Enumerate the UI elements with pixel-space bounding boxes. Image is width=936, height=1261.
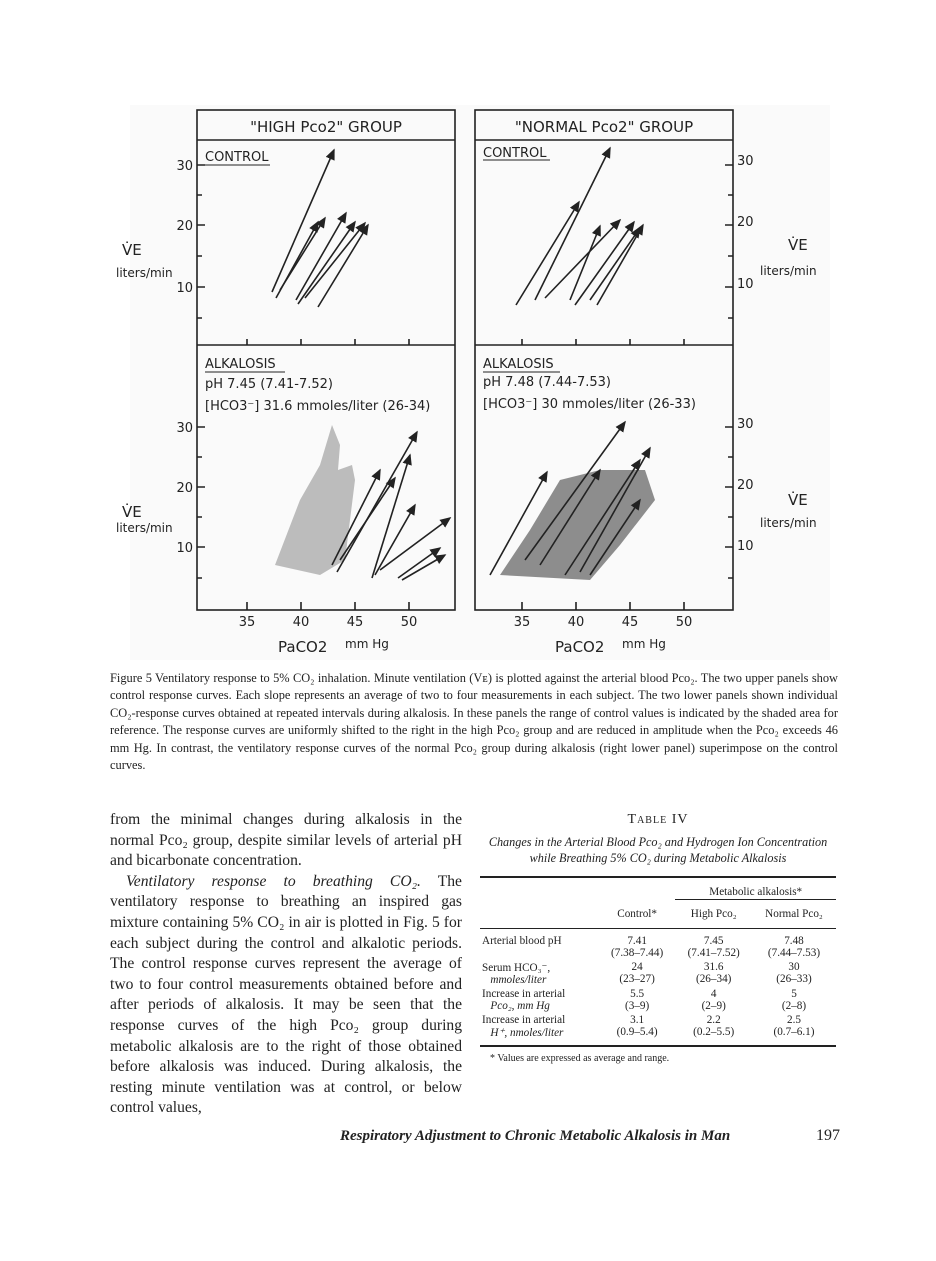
cell-value: 4 (710, 988, 717, 1000)
column-header: Control* (599, 900, 676, 929)
cell-range: (26–33) (776, 973, 812, 985)
left-panel-title: "HIGH Pco2" GROUP (250, 118, 402, 136)
paragraph: from the minimal changes during alkalosis in the normal Pco₂ group, despite similar levels of arterial pH and bicarbonate concentration. (110, 811, 462, 870)
y-axis-label: V̇E (122, 241, 142, 259)
column-header: High Pco₂ (675, 900, 752, 929)
page-number: 197 (816, 1127, 840, 1144)
x-axis-label: PaCO2 (278, 638, 328, 656)
row-label: Increase in arterial (482, 1014, 566, 1026)
data-table (480, 876, 836, 1047)
y-axis-label: V̇E (122, 503, 142, 521)
tick-label: 30 (176, 421, 193, 436)
tick-label: 40 (292, 615, 310, 630)
tick-label: 35 (238, 615, 256, 630)
right-panel-title: "NORMAL Pco2" GROUP (514, 118, 694, 136)
tick-label: 20 (176, 481, 193, 496)
y-axis-unit: liters/min (760, 264, 817, 278)
cell-range: (23–27) (619, 973, 655, 985)
table-row (480, 960, 836, 987)
cell-range: (7.41–7.52) (687, 947, 740, 959)
left-alkalosis-label: ALKALOSIS (205, 357, 276, 372)
cell-value: 5 (791, 988, 797, 1000)
cell-value: 2.2 (706, 1014, 721, 1026)
tick-label: 20 (176, 219, 193, 234)
left-ph: pH 7.45 (7.41-7.52) (205, 377, 333, 392)
tick-label: 10 (737, 539, 754, 554)
cell-value: 3.1 (630, 1014, 645, 1026)
tick-label: 50 (675, 615, 693, 630)
group-header: Metabolic alkalosis* (675, 877, 836, 900)
cell-range: (0.9–5.4) (616, 1026, 658, 1038)
running-title: Respiratory Adjustment to Chronic Metabolic Alkalosis in Man (340, 1128, 731, 1144)
row-unit: H⁺, nmoles/liter (490, 1027, 564, 1039)
tick-label: 10 (176, 541, 193, 556)
row-unit: Pco₂, mm Hg (490, 1000, 550, 1012)
cell-value: 2.5 (786, 1014, 801, 1026)
cell-range: (3–9) (625, 1000, 650, 1012)
table-title: Table IV (627, 812, 689, 827)
row-label: Serum HCO₃⁻, (482, 962, 551, 974)
table-subtitle: Changes in the Arterial Blood Pco₂ and Hydrogen Ion Concentration while Breathing 5% CO₂ during Metabolic Alkalosis (488, 835, 828, 865)
cell-range: (7.38–7.44) (611, 947, 664, 959)
y-axis-unit: liters/min (760, 516, 817, 530)
cell-range: (0.2–5.5) (693, 1026, 735, 1038)
x-axis-label: PaCO2 (555, 638, 605, 656)
y-axis-label: V̇E (788, 491, 808, 509)
cell-range: (0.7–6.1) (773, 1026, 815, 1038)
cell-value: 24 (631, 961, 643, 973)
tick-label: 30 (737, 417, 754, 432)
table-iv (480, 812, 836, 1064)
figure-caption: Figure 5 Ventilatory response to 5% CO₂ inhalation. Minute ventilation (Vᴇ) is plotted against the arterial blood Pco₂. The two upper panels show control response curves. Each slope represents an average of two to four measurements in each subject. The two lower panels shown individual CO₂-response curves obtained at repeated intervals during alkalosis. In these panels the range of control values is indicated by the shaded area for reference. The response curves are uniformly shifted to the right in the high Pco₂ group and are reduced in amplitude when the Pco₂ exceeds 46 mm Hg. In contrast, the ventilatory response curves of the normal Pco₂ group during alkalosis (right lower panel) superimpose on the control curves. (110, 671, 838, 773)
table-footnote: * Values are expressed as average and range. (490, 1053, 670, 1064)
cell-value: 7.45 (703, 935, 724, 947)
left-hco3: [HCO3⁻] 31.6 mmoles/liter (26-34) (205, 399, 431, 414)
cell-value: 31.6 (703, 961, 724, 973)
right-ph: pH 7.48 (7.44-7.53) (483, 375, 611, 390)
y-axis-label: V̇E (788, 236, 808, 254)
right-alkalosis-label: ALKALOSIS (483, 357, 554, 372)
cell-range: (26–34) (695, 973, 732, 985)
row-unit: mmoles/liter (490, 974, 547, 986)
column-header: Normal Pco₂ (752, 900, 836, 929)
tick-label: 50 (400, 615, 418, 630)
cell-range: (2–8) (781, 1000, 807, 1012)
tick-label: 30 (737, 154, 754, 169)
tick-label: 35 (513, 615, 531, 630)
cell-range: (7.44–7.53) (767, 947, 821, 959)
tick-label: 30 (176, 159, 193, 174)
cell-value: 7.41 (627, 935, 647, 947)
row-label: Arterial blood pH (482, 935, 562, 947)
cell-value: 5.5 (630, 988, 645, 1000)
cell-range: (2–9) (701, 1000, 726, 1012)
tick-label: 45 (621, 615, 639, 630)
cell-value: 30 (788, 961, 800, 973)
tick-label: 10 (176, 281, 193, 296)
table-row (480, 929, 836, 961)
tick-label: 40 (567, 615, 585, 630)
table-row (480, 987, 836, 1013)
table-row (480, 1013, 836, 1046)
y-axis-unit: liters/min (116, 266, 173, 280)
right-control-label: CONTROL (483, 146, 547, 161)
tick-label: 10 (737, 277, 754, 292)
paragraph-heading: Ventilatory response to breathing CO₂. (126, 872, 421, 890)
tick-label: 45 (346, 615, 364, 630)
body-text (110, 810, 462, 1119)
x-axis-unit: mm Hg (345, 637, 389, 651)
left-control-label: CONTROL (205, 150, 269, 165)
x-axis-unit: mm Hg (622, 637, 666, 651)
tick-label: 20 (737, 478, 754, 493)
tick-label: 20 (737, 215, 754, 230)
paragraph (110, 872, 462, 1119)
right-hco3: [HCO3⁻] 30 mmoles/liter (26-33) (483, 397, 696, 412)
paragraph-text: The ventilatory response to breathing an inspired gas mixture containing 5% CO₂ in air is plotted in Fig. 5 for each subject during the control and alkalotic periods. The control response curves represent the average of two to four control measurements obtained before and after periods of alkalosis. It may be seen that the response curves of the high Pco₂ group during metabolic alkalosis are to the right of those obtained before alkalosis was induced. During alkalosis, the resting minute ventilation was at control, or below control values, (110, 872, 462, 1117)
cell-value: 7.48 (784, 935, 804, 947)
row-label: Increase in arterial (482, 988, 566, 1000)
y-axis-unit: liters/min (116, 521, 173, 535)
